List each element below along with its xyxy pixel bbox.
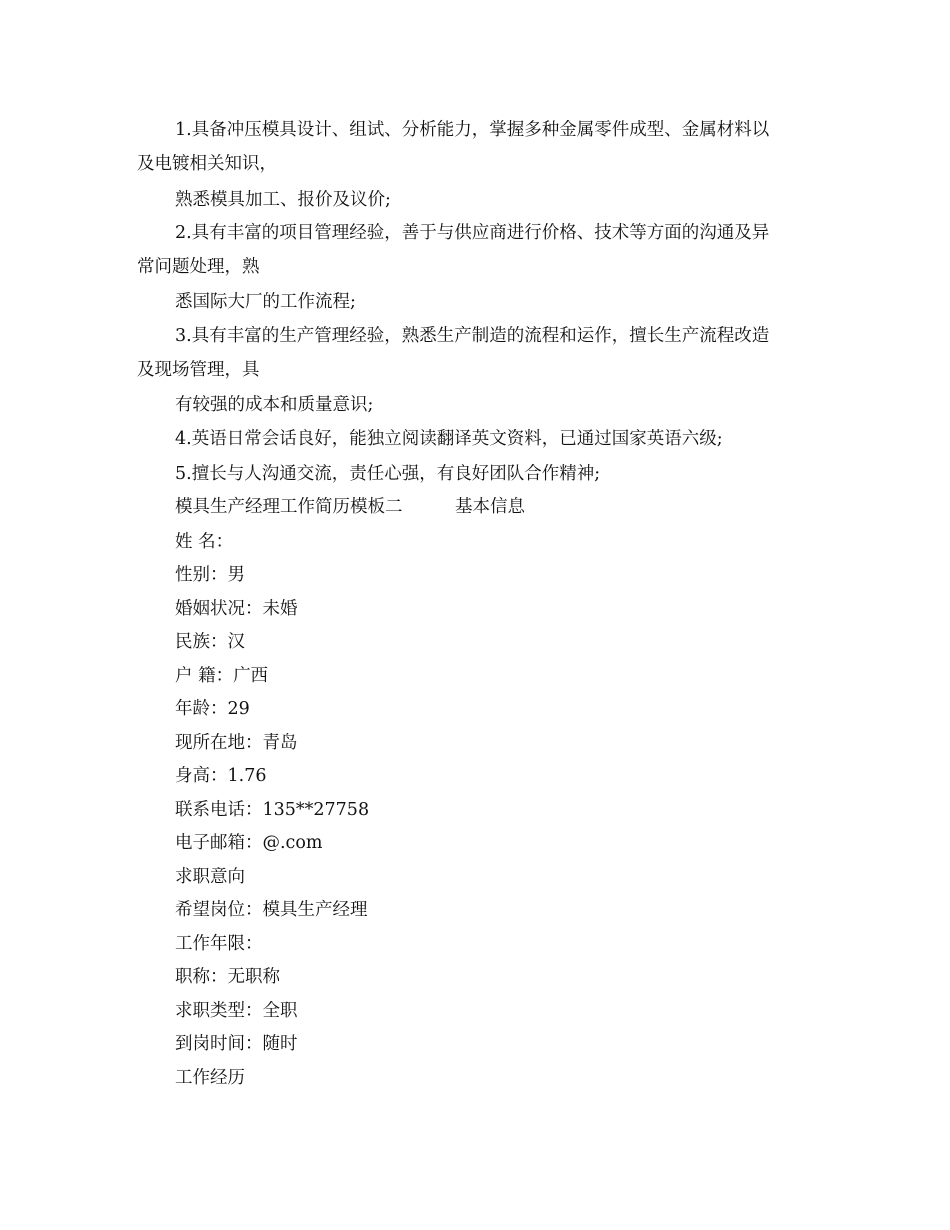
skill-1-line-3: 熟悉模具加工、报价及议价;: [175, 190, 391, 210]
basic-info-heading: 基本信息: [455, 497, 525, 517]
field-location: 现所在地：青岛: [175, 733, 298, 753]
field-start-date: 到岗时间：随时: [175, 1034, 298, 1054]
skill-2-line-3: 悉国际大厂的工作流程;: [175, 292, 356, 312]
skill-3-line-1: 3.具有丰富的生产管理经验，熟悉生产制造的流程和运作，擅长生产流程改造: [175, 326, 770, 346]
template-title: 模具生产经理工作简历模板二: [175, 497, 403, 517]
field-gender: 性别：男: [175, 565, 245, 585]
skill-2-line-2: 常问题处理，熟: [137, 257, 260, 277]
skill-4: 4.英语日常会话良好，能独立阅读翻译英文资料，已通过国家英语六级;: [175, 429, 723, 449]
skill-5: 5.擅长与人沟通交流，责任心强，有良好团队合作精神;: [175, 464, 601, 484]
field-height: 身高：1.76: [175, 766, 267, 786]
field-name: 姓 名：: [175, 532, 234, 552]
work-history-heading: 工作经历: [175, 1068, 245, 1088]
field-age: 年龄：29: [175, 699, 250, 719]
field-ethnicity: 民族：汉: [175, 632, 245, 652]
field-phone: 联系电话：135**27758: [175, 800, 370, 820]
field-hukou: 户 籍：广西: [175, 666, 269, 686]
skill-1-line-1: 1.具备冲压模具设计、组试、分析能力，掌握多种金属零件成型、金属材料以: [175, 120, 770, 140]
skill-3-line-3: 有较强的成本和质量意识;: [175, 395, 374, 415]
skill-1-line-2: 及电镀相关知识，: [137, 154, 277, 174]
skill-2-line-1: 2.具有丰富的项目管理经验，善于与供应商进行价格、技术等方面的沟通及异: [175, 223, 770, 243]
field-marital-status: 婚姻状况：未婚: [175, 599, 298, 619]
field-work-years: 工作年限：: [175, 934, 263, 954]
field-job-type: 求职类型：全职: [175, 1001, 298, 1021]
job-intent-heading: 求职意向: [175, 867, 245, 887]
skill-3-line-2: 及现场管理，具: [137, 360, 260, 380]
field-professional-title: 职称：无职称: [175, 967, 280, 987]
field-desired-position: 希望岗位：模具生产经理: [175, 900, 368, 920]
field-email: 电子邮箱：@.com: [175, 833, 323, 853]
